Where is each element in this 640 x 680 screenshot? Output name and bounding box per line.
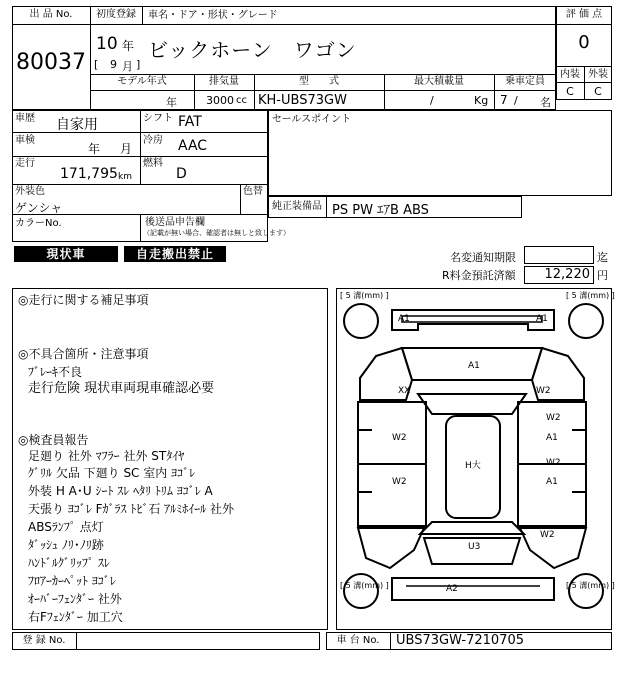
inspector-line: 外装 H A･U ｼｰﾄ ｽﾚ ﾍﾀﾘ ﾄﾘﾑ ﾖｺﾞﾚ A	[28, 484, 213, 498]
score: 0	[578, 32, 590, 53]
damage-right-rear-door-lower: A1	[546, 477, 558, 487]
tyre-front-right	[569, 304, 603, 338]
inspector-line: ﾀﾞｯｼｭ ﾉﾘ･ﾉﾘ跡	[28, 538, 104, 552]
inspector-line: 足廻り 社外 ﾏﾌﾗｰ 社外 STﾀｲﾔ	[28, 449, 185, 463]
tyre-depth-fl: [ 5 溝(mm) ]	[340, 291, 389, 300]
mileage-label: 走行	[15, 158, 35, 169]
mileage: 171,795	[60, 166, 118, 182]
color-no-label: カラーNo.	[15, 218, 62, 229]
inspector-line: ABSﾗﾝﾌﾟ 点灯	[28, 520, 104, 534]
damage-right-front-door-upper: W2	[546, 413, 561, 423]
driving-title: ◎走行に関する補足事項	[18, 293, 149, 307]
chassis-label: 車 台 No.	[336, 635, 380, 646]
tyre-depth-rr: [ 5 溝(mm) ]	[566, 581, 615, 590]
inspection-label: 車検	[15, 135, 35, 146]
tyre-depth-rl: [ 5 溝(mm) ]	[340, 581, 389, 590]
lot-number: 80037	[16, 50, 86, 75]
shift-label: シフト	[143, 113, 173, 124]
capacity: 7	[500, 93, 508, 107]
damage-right-front-fender: W2	[536, 386, 551, 396]
displacement-unit: cc	[236, 95, 247, 106]
displacement-label: 排気量	[209, 76, 239, 87]
capacity-label: 乗車定員	[505, 76, 545, 87]
vehicle-diagram	[336, 288, 612, 630]
score-label: 評 価 点	[565, 9, 603, 20]
recycle-fee: 12,220	[544, 267, 590, 282]
mileage-unit: km	[118, 172, 132, 182]
interior-label: 内装	[560, 69, 580, 80]
first-reg-label: 初度登録	[96, 9, 136, 20]
damage-front-bumper-left: A1	[398, 314, 410, 324]
capacity-slash: /	[514, 94, 518, 107]
damage-left-front-fender: XX	[398, 386, 411, 396]
recycle-unit: 円	[597, 269, 608, 282]
name-change-box	[524, 246, 594, 264]
equipment: PS PW ｴｱB ABS	[332, 203, 429, 218]
equipment-label: 純正装備品	[272, 201, 322, 212]
first-reg-month: 9	[110, 58, 117, 71]
left-rear-quarter-shape	[358, 528, 424, 568]
color: ゲンシャ	[15, 201, 63, 215]
recycle-label: R料金預託済額	[442, 269, 516, 282]
load-unit: Kg	[474, 94, 489, 107]
damage-left-front-door: W2	[392, 433, 407, 443]
tyre-rear-left	[344, 574, 378, 608]
inspection-year-unit: 年	[88, 142, 101, 156]
inspection-month-unit: 月	[120, 142, 133, 156]
model-name-label: 車名・ドア・形状・グレード	[148, 10, 278, 21]
name-change-label: 名変通知期限	[450, 251, 516, 264]
aftermarket-label: 後送品申告欄	[145, 217, 205, 228]
damage-roof: H大	[465, 461, 481, 471]
inspector-line: 右Fﾌｪﾝﾀﾞｰ 加工穴	[28, 610, 123, 624]
windshield-shape	[418, 394, 526, 414]
model-code: KH-UBS73GW	[258, 93, 347, 108]
exterior-grade: C	[594, 85, 602, 98]
inspector-line: 天張り ﾖｺﾞﾚ Fｶﾞﾗｽ ﾄﾋﾞ石 ｱﾙﾐﾎｲｰﾙ 社外	[28, 502, 234, 516]
vehicle-name: ビックホーン ワゴン	[148, 38, 357, 62]
tyre-depth-fr: [ 5 溝(mm) ]	[566, 291, 615, 300]
interior-grade: C	[566, 85, 574, 98]
aftermarket-note: （記載が無い場合、確認者は無しと致します）	[143, 229, 290, 237]
damage-hood: A1	[468, 361, 480, 371]
load-slash: /	[430, 94, 434, 107]
no-self-drive-badge: 自走搬出禁止	[124, 246, 226, 262]
history: 自家用	[56, 117, 98, 133]
damage-right-rear-door-upper: W2	[546, 458, 561, 468]
capacity-unit: 名	[540, 96, 551, 109]
fuel-label: 燃料	[143, 158, 163, 169]
damage-front-bumper-right: A1	[536, 314, 548, 324]
inspector-line: ｸﾞﾘﾙ 欠品 下廻り SC 室内 ﾖｺﾞﾚ	[28, 466, 196, 480]
first-reg-year: 10	[96, 34, 118, 54]
inspector-line: ﾊﾝﾄﾞﾙｸﾞﾘｯﾌﾟ ｽﾚ	[28, 556, 110, 570]
damage-left-rear-door: W2	[392, 477, 407, 487]
inspector-line: ｵｰﾊﾞｰﾌｪﾝﾀﾞｰ 社外	[28, 592, 122, 606]
history-label: 車歴	[15, 113, 35, 124]
name-change-unit: 迄	[597, 251, 608, 264]
lot-label: 出 品 No.	[29, 9, 73, 20]
color-change-label: 色替	[243, 186, 263, 197]
damage-rear-bumper: A2	[446, 584, 458, 594]
reg-no-label: 登 録 No.	[22, 635, 66, 646]
max-load-label: 最大積載量	[414, 76, 464, 87]
current-car-badge: 現状車	[14, 246, 118, 262]
ac: AAC	[178, 138, 208, 154]
chassis-no: UBS73GW-7210705	[396, 633, 524, 648]
tyre-front-left	[344, 304, 378, 338]
damage-back-door: U3	[468, 542, 481, 552]
displacement: 3000	[206, 94, 234, 107]
color-label: 外装色	[15, 186, 45, 197]
rear-bumper-shape	[392, 578, 554, 600]
exterior-label: 外装	[588, 69, 608, 80]
first-reg-month-unit: 月	[122, 60, 133, 73]
damage-right-rear-quarter: W2	[540, 530, 555, 540]
damage-right-front-door-lower: A1	[546, 433, 558, 443]
defect-line: ﾌﾞﾚｰｷ不良	[28, 365, 83, 379]
selling-points-label: セールスポイント	[272, 114, 352, 125]
defect-line: 走行危険 現状車両現車確認必要	[28, 381, 215, 396]
ac-label: 冷房	[143, 135, 163, 146]
tyre-rear-right	[569, 574, 603, 608]
type-label: 型 式	[299, 76, 339, 87]
first-reg-year-unit: 年	[122, 39, 135, 53]
inspector-title: ◎検査員報告	[18, 433, 89, 447]
fuel: D	[176, 166, 187, 182]
model-year-unit: 年	[166, 96, 177, 109]
model-year-label: モデル年式	[117, 76, 167, 87]
inspector-line: ﾌﾛｱｰｶｰﾍﾟｯﾄ ﾖｺﾞﾚ	[28, 574, 116, 588]
defects-title: ◎不具合箇所・注意事項	[18, 347, 149, 361]
front-bumper-shape	[392, 310, 554, 330]
rear-window-shape	[420, 522, 524, 534]
shift: FAT	[178, 114, 202, 130]
